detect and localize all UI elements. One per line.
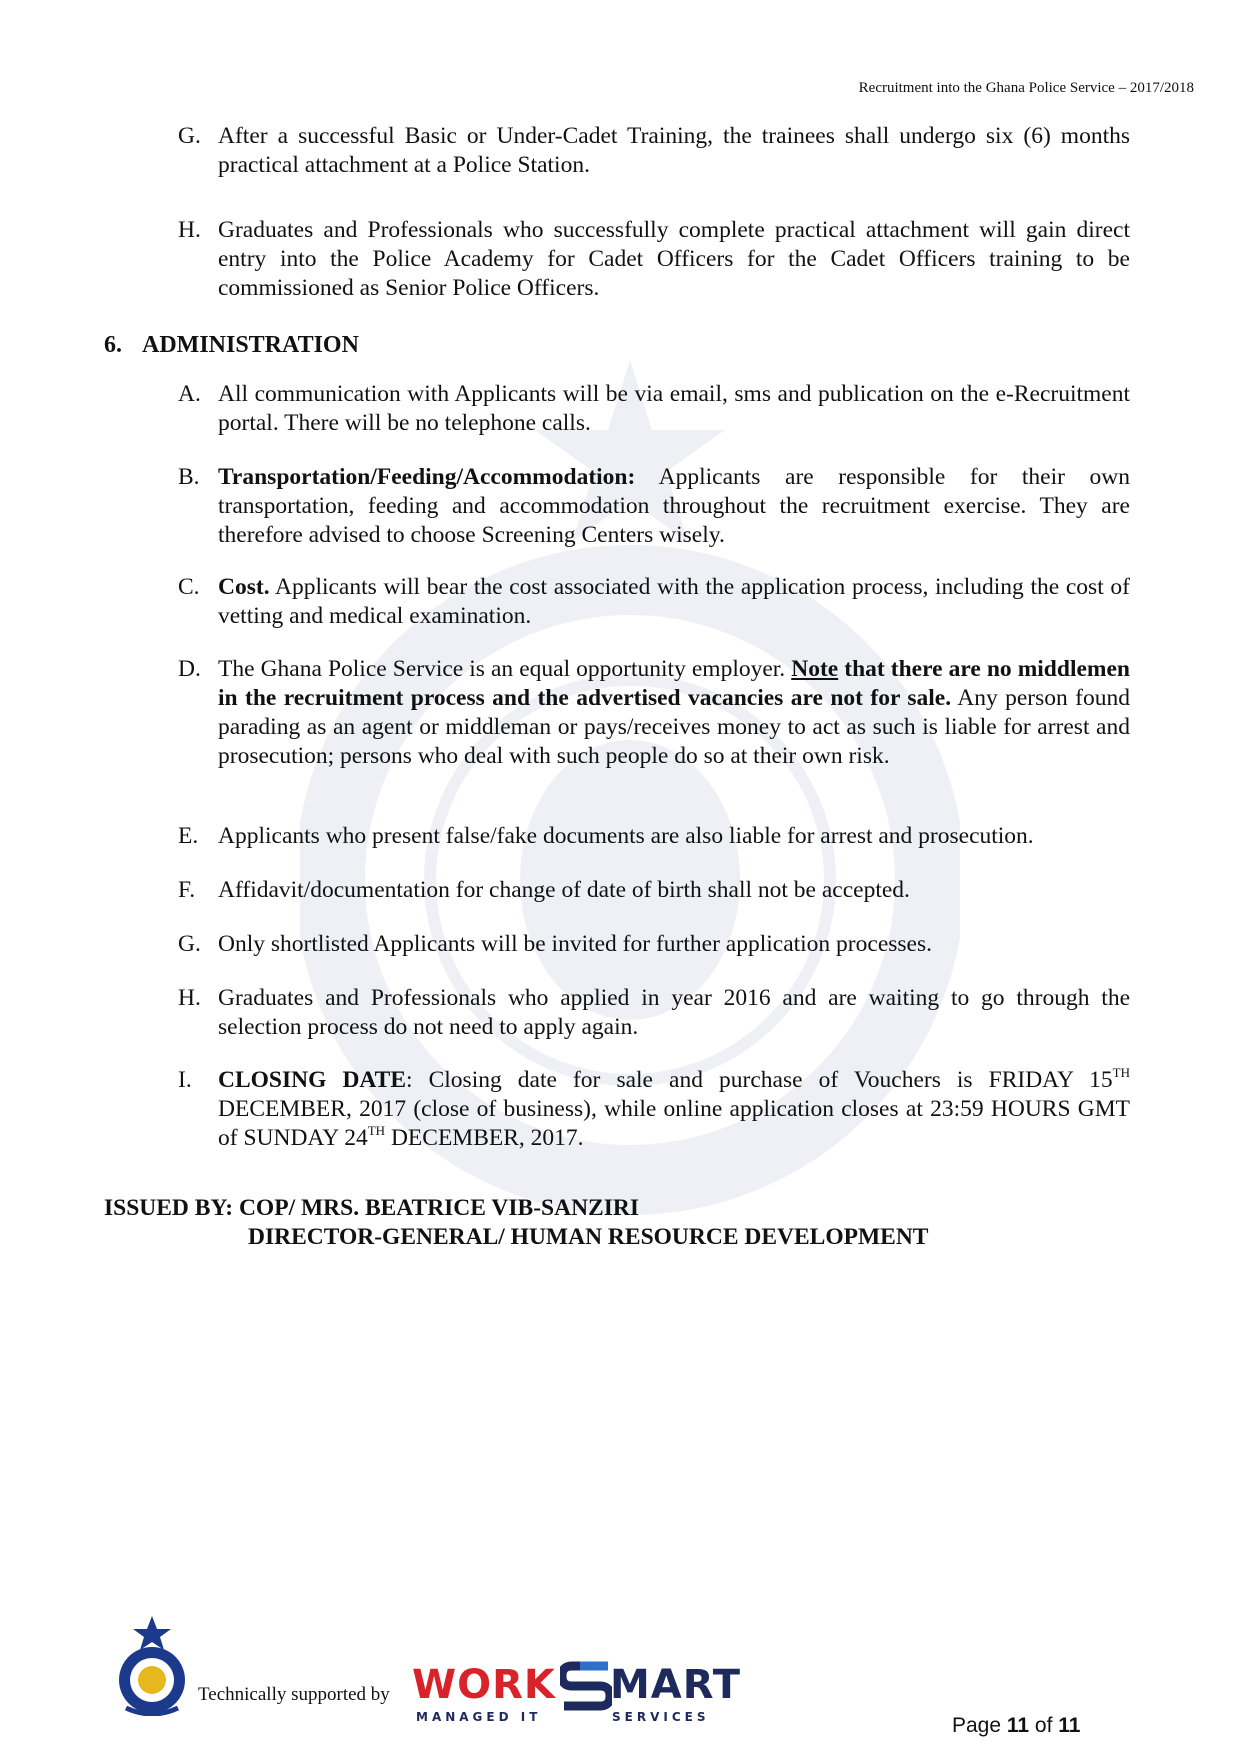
section-heading — [104, 332, 359, 359]
item-bold-label: CLOSING DATE — [218, 1067, 406, 1093]
list-item-g-training — [178, 122, 1130, 180]
page-prefix: Page — [952, 1714, 1007, 1737]
section-number: 6. — [104, 332, 122, 358]
note-label: Note — [791, 656, 839, 682]
issuer-title: DIRECTOR-GENERAL/ HUMAN RESOURCE DEVELOPMENT — [248, 1224, 929, 1250]
section-title: ADMINISTRATION — [142, 332, 359, 358]
item-letter: F. — [178, 877, 196, 903]
item-text: All communication with Applicants will be via email, sms and publication on the e-Recruitment portal. There will be no telephone calls. — [218, 381, 1130, 436]
item-letter: C. — [178, 574, 200, 600]
item-text: Graduates and Professionals who successfully complete practical attachment will gain direct entry into the Police Academy for Cadet Officers for the Cadet Officers training to be commissioned as Senior Police Officers. — [218, 217, 1130, 301]
item-text: After a successful Basic or Under-Cadet Training, the trainees shall undergo six (6) months practical attachment at a Police Station. — [218, 123, 1130, 178]
logo-work: WORK — [412, 1662, 556, 1708]
item-letter: H. — [178, 217, 201, 243]
item-bold-label: Transportation/Feeding/Accommodation: — [218, 464, 636, 490]
ordinal-suffix: TH — [367, 1123, 386, 1138]
ordinal-suffix: TH — [1112, 1065, 1130, 1080]
issued-by-block — [104, 1194, 928, 1252]
item-text: Applicants are responsible for their own transportation, feeding and accommodation throughout the recruitment exercise. They are therefore advised to choose Screening Centers wisely. — [218, 464, 1130, 548]
support-text: Technically supported by — [198, 1684, 390, 1705]
admin-item-b — [178, 463, 1130, 550]
item-letter: H. — [178, 985, 201, 1011]
logo-mart: MART — [610, 1662, 742, 1708]
admin-item-g — [178, 930, 1130, 959]
list-item-h-graduates — [178, 216, 1130, 303]
item-letter: A. — [178, 381, 201, 407]
admin-item-e — [178, 822, 1130, 851]
item-text: : Closing date for sale and purchase of Vouchers is FRIDAY 15 — [406, 1067, 1113, 1093]
page-of: of — [1029, 1714, 1059, 1737]
admin-item-h — [178, 984, 1130, 1042]
item-text: DECEMBER, 2017. — [385, 1125, 584, 1151]
item-text: Any person found parading as an agent or middleman or pays/receives money to act as such is liable for arrest and prosecution; persons who deal with such people do so at their own risk. — [218, 685, 1130, 769]
item-text: Only shortlisted Applicants will be invited for further application processes. — [218, 931, 932, 957]
item-text: The Ghana Police Service is an equal opportunity employer. — [218, 656, 792, 682]
item-text: Applicants who present false/fake documents are also liable for arrest and prosecution. — [218, 823, 1034, 849]
running-header: Recruitment into the Ghana Police Service – 2017/2018 — [858, 80, 1194, 96]
logo-subtitle-left: MANAGED IT — [416, 1710, 542, 1724]
admin-item-f — [178, 876, 1130, 905]
page-total: 11 — [1058, 1714, 1081, 1737]
item-text: Affidavit/documentation for change of date of birth shall not be accepted. — [218, 877, 910, 903]
item-bold-label: Cost. — [218, 574, 270, 600]
item-letter: G. — [178, 931, 201, 957]
page-number — [952, 1714, 1080, 1738]
admin-item-c — [178, 573, 1130, 631]
admin-item-d — [178, 655, 1130, 771]
ghana-police-seal-icon — [106, 1616, 198, 1716]
item-letter: E. — [178, 823, 199, 849]
item-letter: G. — [178, 123, 201, 149]
page-current: 11 — [1006, 1714, 1030, 1737]
worksmart-logo — [412, 1662, 742, 1732]
logo-subtitle-right: SERVICES — [612, 1710, 710, 1724]
item-text: Applicants will bear the cost associated with the application process, including the cost of vetting and medical examination. — [218, 574, 1130, 629]
s-swoosh-icon — [560, 1658, 612, 1714]
item-bold-text: that there are no middlemen in the recruitment process and the advertised vacancies are not for sale. — [218, 656, 1130, 711]
item-letter: B. — [178, 464, 200, 490]
item-letter: I. — [178, 1067, 192, 1093]
item-text: Graduates and Professionals who applied in year 2016 and are waiting to go through the selection process do not need to apply again. — [218, 985, 1130, 1040]
admin-item-a — [178, 380, 1130, 438]
item-text: DECEMBER, 2017 (close of business), while online application closes at 23:59 HOURS GMT of SUNDAY 24 — [218, 1096, 1130, 1151]
admin-item-i-closing-date — [178, 1066, 1130, 1153]
issued-by-line: ISSUED BY: COP/ MRS. BEATRICE VIB-SANZIRI — [104, 1195, 639, 1221]
item-letter: D. — [178, 656, 201, 682]
